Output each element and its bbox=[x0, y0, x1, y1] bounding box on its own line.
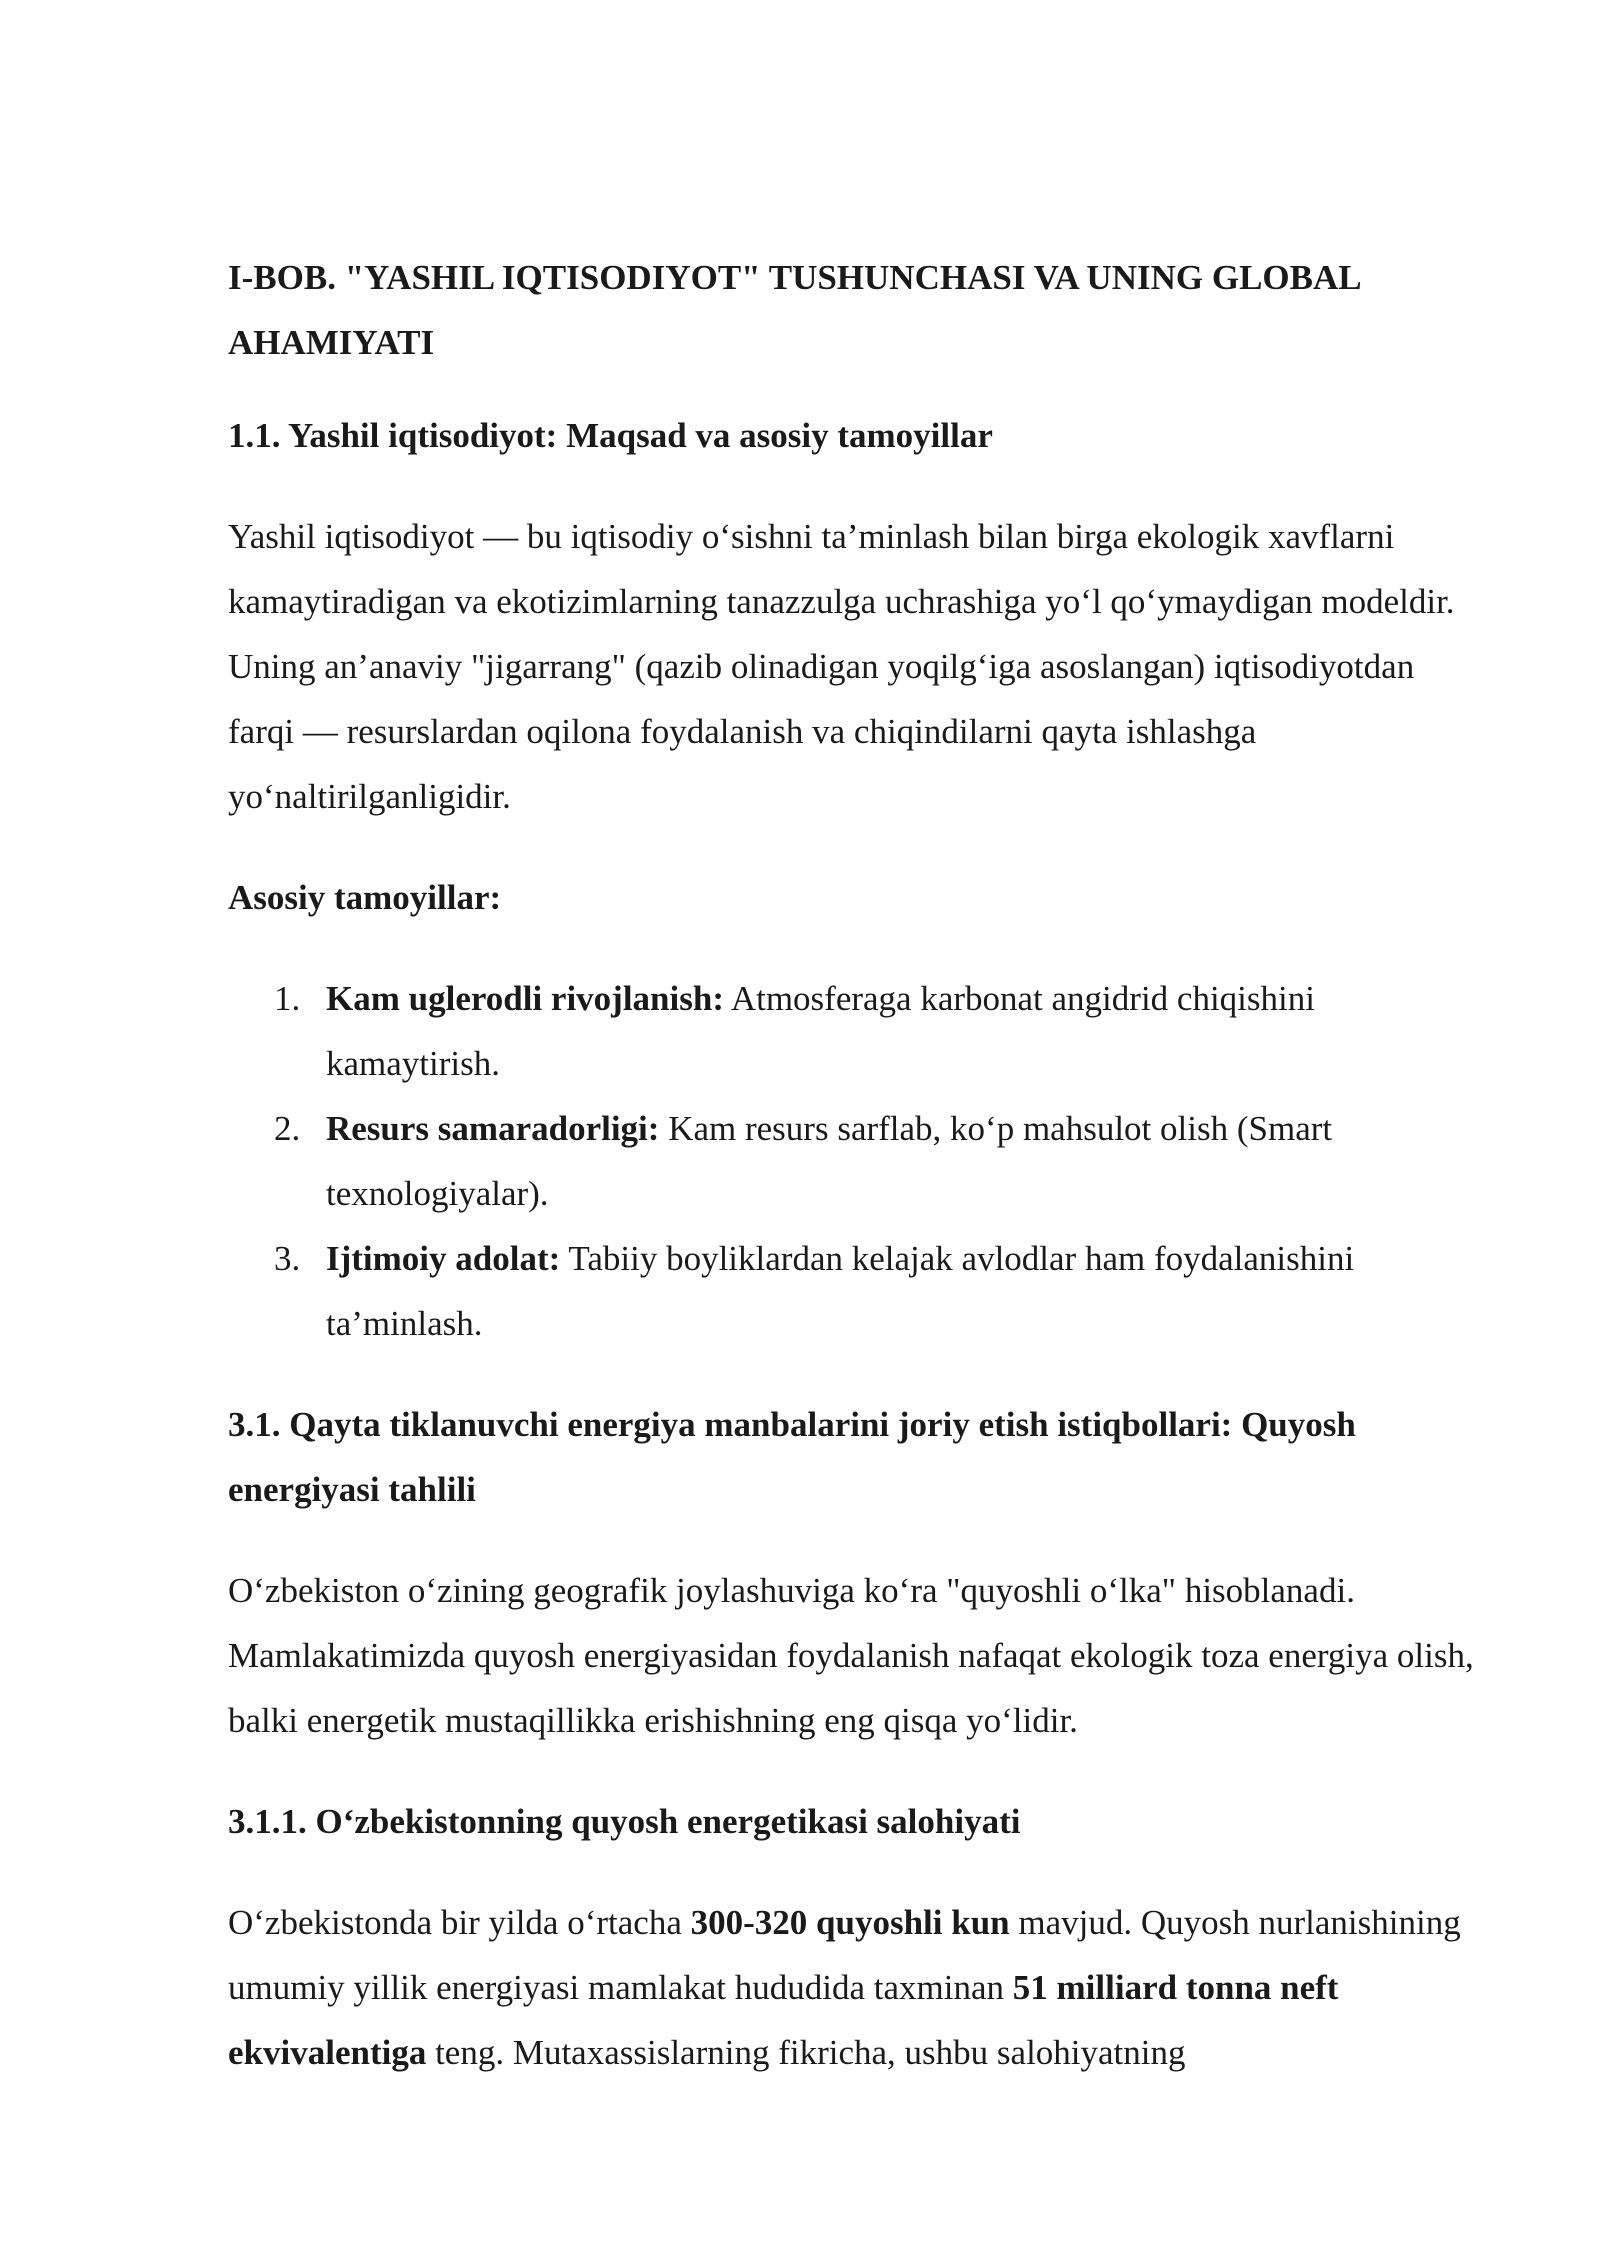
principle-number: 2. bbox=[274, 1109, 301, 1148]
paragraph-text: O‘zbekistonda bir yilda o‘rtacha bbox=[228, 1903, 691, 1942]
sunny-days-figure: 300-320 quyoshli kun bbox=[690, 1903, 1010, 1942]
document-page bbox=[228, 245, 1488, 2121]
paragraph-text: mavjud. Quyosh nurlanishining umumiy yillik energiyasi mamlakat hududida taxminan bbox=[228, 1903, 1461, 2007]
principle-item bbox=[228, 1096, 1488, 1226]
section-3-1-1-paragraph bbox=[228, 1890, 1488, 2085]
principle-item bbox=[228, 966, 1488, 1096]
principle-item bbox=[228, 1226, 1488, 1356]
section-3-1-1-title: 3.1.1. O‘zbekistonning quyosh energetikasi salohiyati bbox=[228, 1802, 1021, 1841]
section-1-1-paragraph: Yashil iqtisodiyot — bu iqtisodiy o‘sishni ta’minlash bilan birga ekologik xavflarni kamaytiradigan va ekotizimlarning tanazzulga uchrashiga yo‘l qo‘ymaydigan modeldir. Uning an’anaviy "jigarrang" (qazib olinadigan yoqilg‘iga asoslangan) iqtisodiyotdan farqi — resurslardan oqilona foydalanish va chiqindilarni qayta ishlashga yo‘naltirilganligidir. bbox=[228, 517, 1455, 816]
principles-heading: Asosiy tamoyillar: bbox=[228, 878, 502, 917]
principles-list bbox=[228, 966, 1488, 1356]
section-3-1-paragraph: O‘zbekiston o‘zining geografik joylashuviga ko‘ra "quyoshli o‘lka" hisoblanadi. Mamlakatimizda quyosh energiyasidan foydalanish nafaqat ekologik toza energiya olish, balki energetik mustaqillikka erishishning eng qisqa yo‘lidir. bbox=[228, 1571, 1474, 1740]
principle-number: 3. bbox=[274, 1239, 301, 1278]
principle-text: Tabiiy boyliklardan kelajak avlodlar ham foydalanishini ta’minlash. bbox=[326, 1239, 1355, 1343]
chapter-title: I-BOB. "YASHIL IQTISODIYOT" TUSHUNCHASI VA UNING GLOBAL AHAMIYATI bbox=[228, 258, 1360, 362]
principle-text: Kam resurs sarflab, ko‘p mahsulot olish (Smart texnologiyalar). bbox=[326, 1109, 1333, 1213]
paragraph-text: teng. Mutaxassislarning fikricha, ushbu salohiyatning bbox=[426, 2033, 1186, 2072]
oil-equivalent-figure: 51 milliard tonna neft ekvivalentiga bbox=[228, 1968, 1339, 2072]
principle-term: Ijtimoiy adolat: bbox=[326, 1239, 561, 1278]
principle-number: 1. bbox=[274, 979, 301, 1018]
principle-text: Atmosferaga karbonat angidrid chiqishini kamaytirish. bbox=[326, 979, 1315, 1083]
section-3-1-title: 3.1. Qayta tiklanuvchi energiya manbalarini joriy etish istiqbollari: Quyosh energiyasi tahlili bbox=[228, 1405, 1356, 1509]
principle-term: Kam uglerodli rivojlanish: bbox=[326, 979, 724, 1018]
principle-term: Resurs samaradorligi: bbox=[326, 1109, 660, 1148]
section-1-1-title: 1.1. Yashil iqtisodiyot: Maqsad va asosiy tamoyillar bbox=[228, 416, 993, 455]
